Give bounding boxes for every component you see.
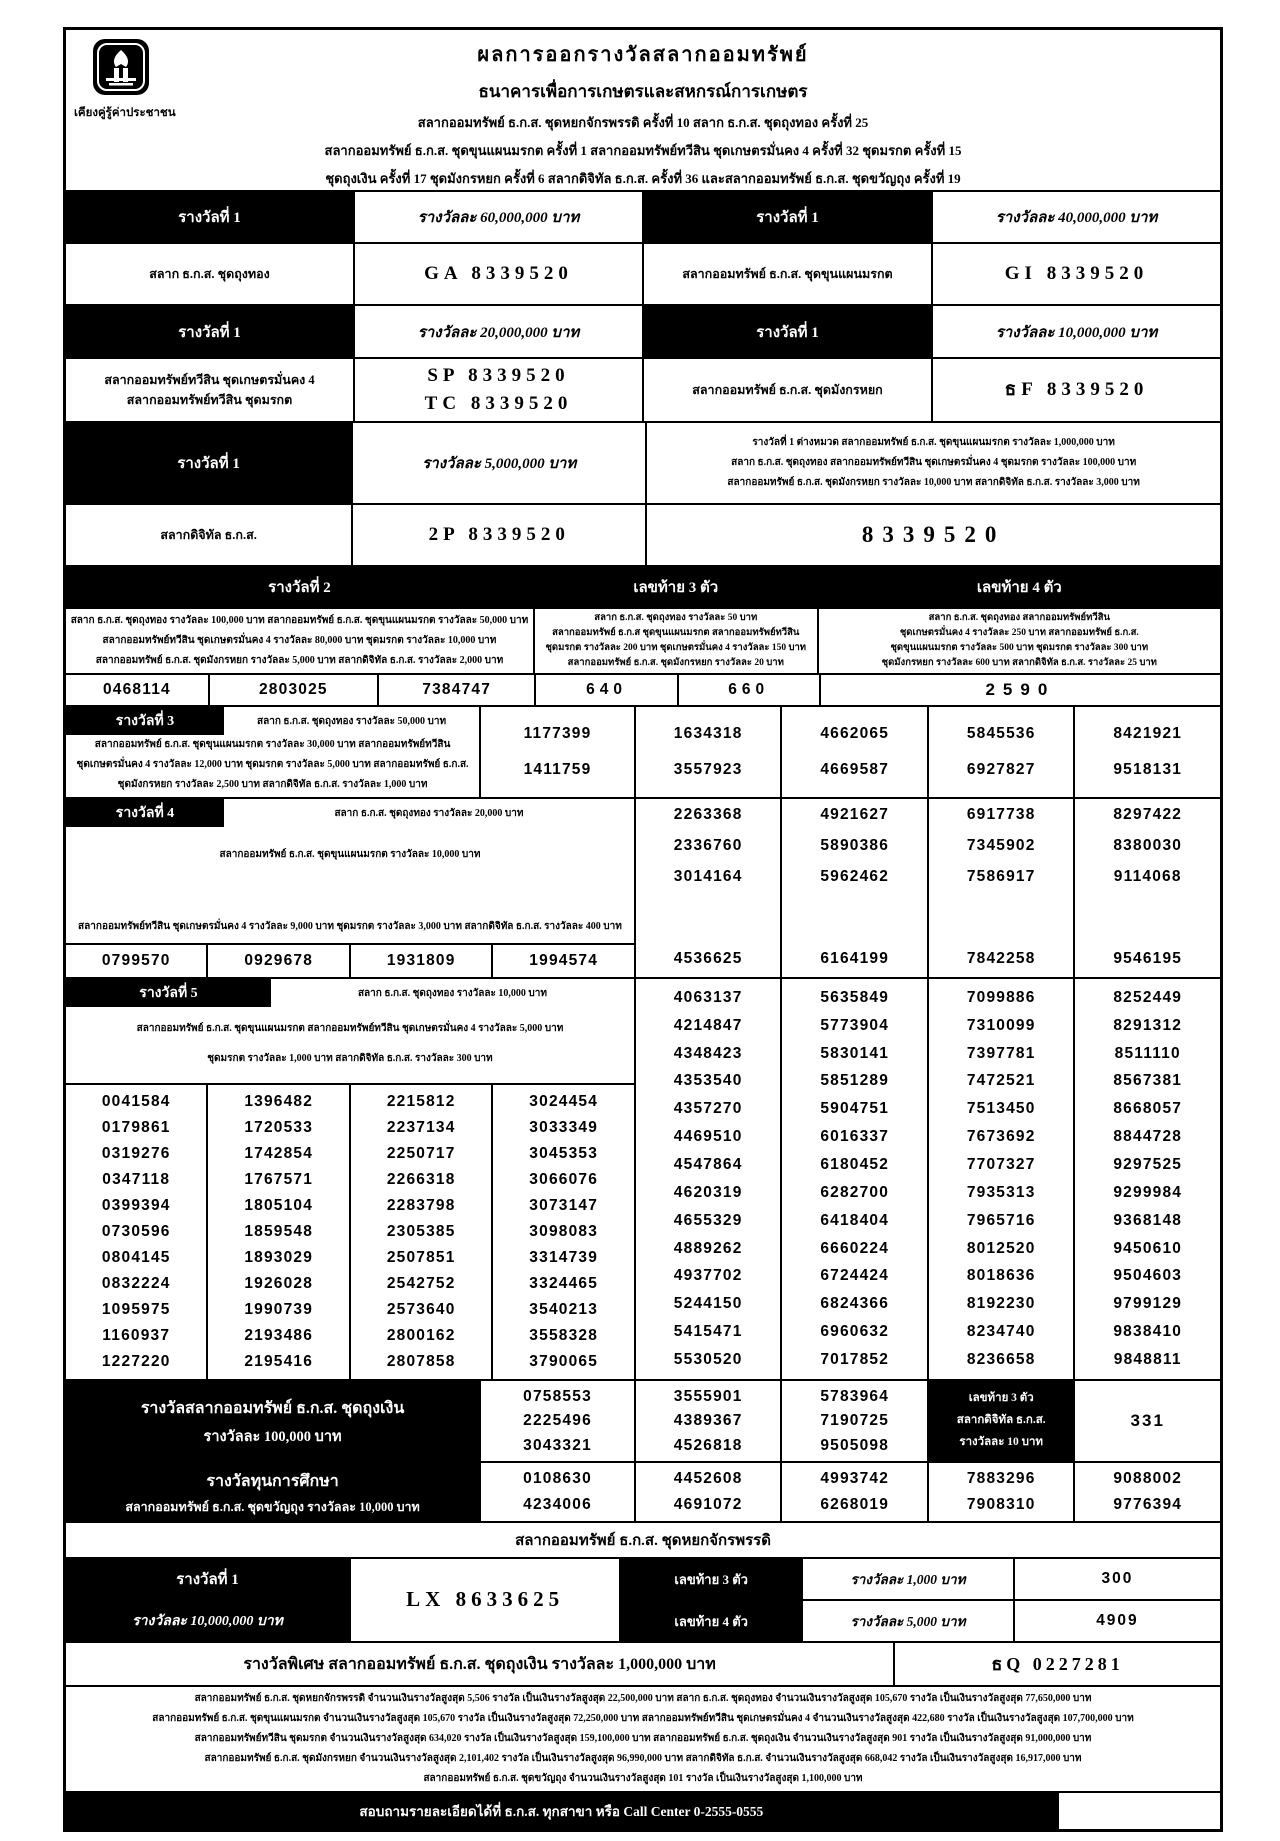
education-title: รางวัลทุนการศึกษา <box>206 1472 339 1490</box>
number-cell: 7673692 <box>966 1128 1036 1146</box>
number-cell: 1990739 <box>244 1301 314 1318</box>
number-cell: 9838410 <box>1113 1323 1183 1341</box>
number-cell: 5851289 <box>820 1072 890 1090</box>
prize5-col <box>66 1085 206 1379</box>
number-cell: 2225496 <box>523 1412 592 1429</box>
prize4-description: รางวัลที่ 4 สลาก ธ.ก.ส. ชุดถุงทอง รางวัลละ 20,000 บาท สลากออมทรัพย์ ธ.ก.ส. ชุดขุนแผนมรกต รางวัลละ 10,000 บาท สลากออมทรัพย์ทวีสิน ชุดเกษตรมั่นคง 4 รางวัลละ 9,000 บาท ชุดมรกต รางวัลละ 3,000 บาท สลากดิจิทัล ธ.ก.ส. รางวัลละ 400 บาท <box>66 799 634 943</box>
jade-last4-amount: รางวัลละ 5,000 บาท <box>803 1601 1013 1641</box>
baac-logo-icon <box>92 38 150 101</box>
number-cell: 5635849 <box>820 988 890 1006</box>
lottery-series-name: สลากออมทรัพย์ ธ.ก.ส. ชุดขุนแผนมรกต <box>644 244 931 304</box>
number-cell: 1893029 <box>244 1249 314 1266</box>
last4-description <box>819 609 1220 673</box>
number-cell: 6927827 <box>966 761 1036 778</box>
jade-prize-table <box>66 1559 1220 1641</box>
digital-last3-result: 331 <box>1075 1381 1220 1461</box>
number-cell: 1095975 <box>101 1301 171 1318</box>
number-cell: 1227220 <box>101 1353 171 1370</box>
prize5-description: รางวัลที่ 5 สลาก ธ.ก.ส. ชุดถุงทอง รางวัลละ 10,000 บาท สลากออมทรัพย์ ธ.ก.ส. ชุดขุนแผนมรกต สลากออมทรัพย์ทวีสิน ชุดเกษตรมั่นคง 4 รางวัลละ 5,000 บาท ชุดมรกต รางวัลละ 1,000 บาท สลากดิจิทัล ธ.ก.ส. รางวัลละ 300 บาท <box>66 979 634 1083</box>
jade-last3-amount: รางวัลละ 1,000 บาท <box>803 1559 1013 1599</box>
prize3-results-grid <box>636 707 1220 797</box>
bank-tagline: เคียงคู่รู้ค่าประชาชน <box>74 107 176 119</box>
prize3-col <box>636 707 781 797</box>
number-cell: 6418404 <box>820 1211 890 1229</box>
number-cell: 7965716 <box>966 1211 1036 1229</box>
number-cell: 6660224 <box>820 1239 890 1257</box>
winning-number: 2P 8339520 <box>353 505 645 565</box>
note-line: สลากออมทรัพย์ ธ.ก.ส. ชุดหยกจักรพรรดิ จำนวนเงินรางวัลสูงสุด 5,506 รางวัล เป็นเงินรางวัลสูงสุด 22,500,000 บาท สลาก ธ.ก.ส. ชุดถุงทอง จำนวนเงินรางวัลสูงสุด 105,670 รางวัล เป็นเงินรางวัลสูงสุด 77,650,000 บาท <box>194 1693 1092 1704</box>
special-prize-row <box>66 1643 1220 1685</box>
number-cell: 3314739 <box>529 1249 599 1266</box>
number-cell: 3555901 <box>673 1387 743 1405</box>
winning-number-large: 8339520 <box>647 505 1220 565</box>
prize4-col <box>1075 799 1220 977</box>
number-cell: 4547864 <box>673 1156 743 1174</box>
prize5-col <box>1075 979 1220 1379</box>
number-cell: 2800162 <box>386 1327 456 1344</box>
prize5-col <box>929 979 1074 1379</box>
number-cell: 2250717 <box>386 1145 456 1162</box>
prize3-head-text: สลาก ธ.ก.ส. ชุดถุงทอง รางวัลละ 50,000 บาท <box>257 715 447 727</box>
prize3-block <box>66 707 634 797</box>
number-cell: 0804145 <box>101 1249 171 1266</box>
number-cell: 8844728 <box>1113 1128 1183 1146</box>
number-cell: 5530520 <box>673 1351 743 1369</box>
number-cell: 7883296 <box>966 1470 1036 1488</box>
number-cell: 1720533 <box>244 1119 314 1136</box>
number-cell: 8380030 <box>1113 837 1183 854</box>
prize2-header: รางวัลที่ 2 <box>66 567 533 607</box>
number-cell: 8291312 <box>1113 1016 1183 1034</box>
prize3-col <box>782 707 927 797</box>
education-col <box>636 1463 781 1521</box>
note-line: สลากออมทรัพย์ ธ.ก.ส. ชุดขวัญถุง จำนวนเงินรางวัลสูงสุด 101 รางวัล เป็นเงินรางวัลสูงสุด 1,100,000 บาท <box>423 1773 863 1784</box>
prize1-amount: รางวัลละ 20,000,000 บาท <box>355 306 642 357</box>
number-cell: 7472521 <box>966 1072 1036 1090</box>
digital-last3-block: เลขท้าย 3 ตัว สลากดิจิทัล ธ.ก.ส. รางวัลละ 10 บาท <box>929 1381 1074 1461</box>
prize5-col <box>493 1085 633 1379</box>
prize3-description: รางวัลที่ 3 สลาก ธ.ก.ส. ชุดถุงทอง รางวัลละ 50,000 บาท สลากออมทรัพย์ ธ.ก.ส. ชุดขุนแผนมรกต รางวัลละ 30,000 บาท สลากออมทรัพย์ทวีสิน ชุดเกษตรมั่นคง 4 รางวัลละ 12,000 บาท ชุดมรกต รางวัลละ 5,000 บาท สลากออมทรัพย์ ธ.ก.ส. ชุดมังกรหยก รางวัลละ 2,500 บาท สลากดิจิทัล ธ.ก.ส. รางวัลละ 1,000 บาท <box>66 707 479 797</box>
prize4-results-row <box>66 945 634 977</box>
note-line: สลากออมทรัพย์ ธ.ก.ส. ชุดขุนแผนมรกต จำนวนเงินรางวัลสูงสุด 105,670 รางวัล เป็นเงินรางวัลสูงสุด 72,250,000 บาท สลากออมทรัพย์ทวีสิน ชุดเกษตรมั่นคง 4 จำนวนเงินรางวัลสูงสุด 422,680 รางวัล เป็นเงินรางวัลสูงสุด 107,700,000 บาท <box>152 1713 1134 1724</box>
description-line: สลากออมทรัพย์ ธ.ก.ส. ชุดมังกรหยก รางวัลละ 20 บาท <box>567 658 784 668</box>
number-cell: 7586917 <box>966 868 1036 885</box>
number-cell: 2542752 <box>386 1275 456 1292</box>
section2-results <box>66 675 1220 705</box>
number-cell: 3558328 <box>529 1327 599 1344</box>
number-cell: 7099886 <box>966 988 1036 1006</box>
education-col <box>782 1463 927 1521</box>
number-cell: 4357270 <box>673 1100 743 1118</box>
number-cell: 4937702 <box>673 1267 743 1285</box>
number-cell: 4655329 <box>673 1211 743 1229</box>
jade-prize1-label: รางวัลที่ 1 <box>66 1559 349 1599</box>
prize1-label: รางวัลที่ 1 <box>66 306 353 357</box>
number-cell: 4921627 <box>820 806 890 823</box>
number-cell: 4469510 <box>673 1128 743 1146</box>
number-cell: 3033349 <box>529 1119 599 1136</box>
number-cell: 9088002 <box>1113 1470 1183 1488</box>
number-cell: 4526818 <box>673 1436 743 1454</box>
prize1-label: รางวัลที่ 1 <box>644 192 931 242</box>
prize5-right-grid <box>636 979 1220 1379</box>
prize5-left-grid <box>66 1085 634 1379</box>
number-cell: 3098083 <box>529 1223 599 1240</box>
number-cell: 4063137 <box>673 988 743 1006</box>
number-cell: 8234740 <box>966 1323 1036 1341</box>
number-cell: 5415471 <box>673 1323 743 1341</box>
document-header <box>66 30 1220 190</box>
section2-headers <box>66 567 1220 607</box>
number-cell: 3540213 <box>529 1301 599 1318</box>
number-cell: 9297525 <box>1113 1156 1183 1174</box>
number-cell: 1805104 <box>244 1197 314 1214</box>
prize5-region <box>66 979 1220 1521</box>
description-line: สลากออมทรัพย์ทวีสิน ชุดเกษตรมั่นคง 4 รางวัลละ 80,000 บาท ชุดมรกต รางวัลละ 10,000 บาท <box>102 635 497 646</box>
series-line-2: สลากออมทรัพย์ ธ.ก.ส. ชุดขุนแผนมรกต ครั้งที่ 1 สลากออมทรัพย์ทวีสิน ชุดเกษตรมั่นคง 4 ครั้งที่ 32 ชุดมรกต ครั้งที่ 15 <box>324 143 962 158</box>
prize5-col <box>208 1085 348 1379</box>
description-line: ชุดมังกรหยก รางวัลละ 600 บาท สลากดิจิทัล ธ.ก.ส. รางวัลละ 25 บาท <box>881 658 1157 668</box>
section2-descriptions <box>66 609 1220 673</box>
number-cell: 4889262 <box>673 1239 743 1257</box>
description-line: ชุดเกษตรมั่นคง 4 รางวัลละ 250 บาท สลากออมทรัพย์ ธ.ก.ส. <box>899 628 1139 638</box>
series-line-3: ชุดถุงเงิน ครั้งที่ 17 ชุดมังกรหยก ครั้งที่ 6 สลากดิจิทัล ธ.ก.ส. ครั้งที่ 36 และสลากออมทรัพย์ ธ.ก.ส. ชุดขวัญถุง ครั้งที่ 19 <box>325 171 961 186</box>
number-cell: 6180452 <box>820 1156 890 1174</box>
number-cell: 4452608 <box>673 1470 743 1488</box>
prize5-col <box>351 1085 491 1379</box>
note-line: สลากออมทรัพย์ทวีสิน ชุดมรกต จำนวนเงินรางวัลสูงสุด 634,020 รางวัล เป็นเงินรางวัลสูงสุด 159,100,000 บาท สลากออมทรัพย์ ธ.ก.ส. ชุดถุงเงิน จำนวนเงินรางวัลสูงสุด 901 รางวัล เป็นเงินรางวัลสูงสุด 91,000,000 บาท <box>194 1733 1092 1744</box>
number-cell: 5890386 <box>820 837 890 854</box>
prize4-head-text: สลาก ธ.ก.ส. ชุดถุงทอง รางวัลละ 20,000 บาท <box>334 807 524 819</box>
number-cell: 6824366 <box>820 1295 890 1313</box>
number-cell: 0758553 <box>523 1387 592 1405</box>
last3-description <box>535 609 817 673</box>
number-cell: 9504603 <box>1113 1267 1183 1285</box>
prize3-results-col <box>481 707 634 797</box>
prize2-result: 2803025 <box>210 675 377 705</box>
number-cell: 5244150 <box>673 1295 743 1313</box>
winning-number: GA 8339520 <box>355 244 642 304</box>
contact-info: สอบถามรายละเอียดได้ที่ ธ.ก.ส. ทุกสาขา หรือ Call Center 0-2555-0555 <box>66 1793 1057 1829</box>
prize2-description <box>66 609 533 673</box>
number-cell: 5962462 <box>820 868 890 885</box>
number-cell: 1177399 <box>523 725 592 742</box>
number-cell: 4353540 <box>673 1072 743 1090</box>
prize5-head-text: สลาก ธ.ก.ส. ชุดถุงทอง รางวัลละ 10,000 บาท <box>357 987 547 999</box>
description-line: สลากออมทรัพย์ ธ.ก.ส ชุดขุนแผนมรกต สลากออมทรัพย์ทวีสิน <box>552 628 800 638</box>
page-title: ผลการออกรางวัลสลากออมทรัพย์ <box>477 44 809 66</box>
number-cell: 5845536 <box>966 725 1036 742</box>
number-cell: 4214847 <box>673 1016 743 1034</box>
number-cell: 9450610 <box>1113 1239 1183 1257</box>
number-cell: 2263368 <box>673 806 743 823</box>
number-cell: 9114068 <box>1113 868 1182 885</box>
jade-section-title: สลากออมทรัพย์ ธ.ก.ส. ชุดหยกจักรพรรดิ <box>66 1523 1220 1557</box>
silver-col <box>636 1381 781 1461</box>
number-cell: 8252449 <box>1113 988 1183 1006</box>
number-cell: 7190725 <box>820 1412 890 1429</box>
description-line: สลาก ธ.ก.ส. ชุดถุงทอง สลากออมทรัพย์ทวีสิน <box>928 613 1111 623</box>
prize3-col <box>1075 707 1220 797</box>
number-cell: 1160937 <box>102 1327 171 1344</box>
prize4-col <box>782 799 927 977</box>
jade-prize1-amount: รางวัลละ 10,000,000 บาท <box>66 1601 349 1641</box>
number-cell: 8297422 <box>1113 806 1183 823</box>
lottery-series-name: สลากออมทรัพย์ ธ.ก.ส. ชุดมังกรหยก <box>644 359 931 421</box>
winning-numbers: SP 8339520 TC 8339520 <box>355 359 642 421</box>
silver-bag-title-block <box>66 1381 479 1461</box>
prize4-results-grid <box>636 799 1220 977</box>
number-cell: 3066076 <box>529 1171 599 1188</box>
silver-results-col <box>481 1381 634 1461</box>
prize1-header-row-a <box>66 192 1220 242</box>
number-cell: 4993742 <box>820 1470 890 1488</box>
number-cell: 4234006 <box>523 1495 592 1513</box>
number-cell: 2266318 <box>386 1171 456 1188</box>
number-cell: 1859548 <box>244 1223 314 1240</box>
number-cell: 7017852 <box>820 1351 890 1369</box>
number-cell: 3557923 <box>673 761 743 778</box>
number-cell: 4348423 <box>673 1044 743 1062</box>
jade-winning-number: LX 8633625 <box>351 1559 619 1641</box>
number-cell: 2507851 <box>386 1249 456 1266</box>
number-cell: 5904751 <box>820 1100 890 1118</box>
number-cell: 6282700 <box>820 1183 890 1201</box>
number-cell: 2237134 <box>386 1119 456 1136</box>
education-col <box>929 1463 1074 1521</box>
education-results-col <box>481 1463 634 1521</box>
number-cell: 8668057 <box>1113 1100 1183 1118</box>
number-cell: 0319276 <box>101 1145 171 1162</box>
number-cell: 2283798 <box>386 1197 456 1214</box>
number-cell: 1994574 <box>493 945 633 977</box>
number-cell: 9848811 <box>1113 1351 1182 1369</box>
number-cell: 8018636 <box>966 1267 1036 1285</box>
description-line: สลาก ธ.ก.ส. ชุดถุงทอง รางวัลละ 50 บาท <box>594 613 758 623</box>
number-cell: 3024454 <box>529 1093 599 1110</box>
lottery-series-name: สลากดิจิทัล ธ.ก.ส. <box>66 505 351 565</box>
prize5-label: รางวัลที่ 5 <box>66 979 271 1007</box>
digital-lottery-row <box>66 505 1220 565</box>
jade-last3-label: เลขท้าย 3 ตัว <box>621 1559 801 1599</box>
number-cell: 7513450 <box>966 1100 1036 1118</box>
silver-col <box>782 1381 927 1461</box>
number-cell: 0799570 <box>66 945 206 977</box>
number-cell: 9518131 <box>1113 761 1183 778</box>
number-cell: 9299984 <box>1113 1183 1183 1201</box>
number-cell: 1931809 <box>351 945 491 977</box>
number-cell: 1926028 <box>244 1275 314 1292</box>
number-cell: 0399394 <box>101 1197 171 1214</box>
series-line-1: สลากออมทรัพย์ ธ.ก.ส. ชุดหยกจักรพรรดิ ครั้งที่ 10 สลาก ธ.ก.ส. ชุดถุงทอง ครั้งที่ 25 <box>417 115 869 130</box>
number-cell: 2215812 <box>386 1093 456 1110</box>
number-cell: 2195416 <box>244 1353 314 1370</box>
prize1-amount: รางวัลละ 5,000,000 บาท <box>353 423 645 503</box>
number-cell: 3045353 <box>529 1145 599 1162</box>
number-cell: 8421921 <box>1113 725 1183 742</box>
special-prize-number: ธQ 0227281 <box>895 1643 1220 1685</box>
number-cell: 7310099 <box>966 1016 1036 1034</box>
jade-last4-label: เลขท้าย 4 ตัว <box>621 1601 801 1641</box>
prize1-amount: รางวัลละ 10,000,000 บาท <box>933 306 1220 357</box>
prize3-col <box>929 707 1074 797</box>
number-cell: 5830141 <box>820 1044 890 1062</box>
number-cell: 9505098 <box>820 1436 890 1454</box>
jade-last4-result: 4909 <box>1015 1601 1220 1641</box>
number-cell: 8567381 <box>1113 1072 1183 1090</box>
number-cell: 3014164 <box>673 868 743 885</box>
silver-bag-amount: รางวัลละ 100,000 บาท <box>203 1428 342 1445</box>
number-cell: 0730596 <box>101 1223 171 1240</box>
cross-series-prize-notes: รางวัลที่ 1 ต่างหมวด สลากออมทรัพย์ ธ.ก.ส. ชุดขุนแผนมรกต รางวัลละ 1,000,000 บาท สลาก ธ.ก.ส. ชุดถุงทอง สลากออมทรัพย์ทวีสิน ชุดเกษตรมั่นคง 4 ชุดมรกต รางวัลละ 100,000 บาท สลากออมทรัพย์ ธ.ก.ส. ชุดมังกรหยก รางวัลละ 10,000 บาท สลากดิจิทัล ธ.ก.ส. รางวัลละ 3,000 บาท <box>647 423 1220 503</box>
prize1-amount: รางวัลละ 60,000,000 บาท <box>355 192 642 242</box>
prize4-col <box>636 799 781 977</box>
number-cell: 8511110 <box>1114 1044 1181 1062</box>
blank-box <box>1059 1793 1220 1829</box>
number-cell: 4662065 <box>820 725 890 742</box>
number-cell: 0108630 <box>523 1470 592 1488</box>
lottery-results-sheet <box>63 27 1223 1832</box>
number-cell: 0347118 <box>102 1171 171 1188</box>
number-cell: 6016337 <box>820 1128 890 1146</box>
number-cell: 1634318 <box>673 725 743 742</box>
description-line: ชุดมรกต รางวัลละ 200 บาท ชุดเกษตรมั่นคง 4 รางวัลละ 150 บาท <box>545 643 807 653</box>
number-cell: 9776394 <box>1113 1495 1183 1513</box>
silver-bag-block <box>66 1381 634 1461</box>
number-cell: 7345902 <box>966 837 1036 854</box>
number-cell: 7842258 <box>966 950 1036 967</box>
footer-bar <box>66 1793 1220 1829</box>
number-cell: 4620319 <box>673 1183 743 1201</box>
number-cell: 0929678 <box>208 945 348 977</box>
prize1-amount: รางวัลละ 40,000,000 บาท <box>933 192 1220 242</box>
number-cell: 7397781 <box>966 1044 1036 1062</box>
number-cell: 7935313 <box>966 1183 1036 1201</box>
education-block <box>66 1463 634 1521</box>
number-cell: 3043321 <box>523 1436 592 1454</box>
number-cell: 3324465 <box>529 1275 599 1292</box>
bank-name: ธนาคารเพื่อการเกษตรและสหกรณ์การเกษตร <box>478 82 808 101</box>
last3-result: 660 <box>679 675 819 705</box>
number-cell: 2305385 <box>386 1223 456 1240</box>
last4-result: 2590 <box>821 675 1220 705</box>
number-cell: 1396482 <box>244 1093 314 1110</box>
number-cell: 2573640 <box>386 1301 456 1318</box>
number-cell: 0041584 <box>101 1093 171 1110</box>
education-col <box>1075 1463 1220 1521</box>
number-cell: 7908310 <box>966 1495 1036 1513</box>
prize3-label: รางวัลที่ 3 <box>66 707 224 735</box>
prize-fund-notes <box>66 1687 1220 1791</box>
number-cell: 1411759 <box>523 761 592 778</box>
number-cell: 6724424 <box>820 1267 890 1285</box>
number-cell: 4389367 <box>673 1412 743 1429</box>
prize5-col <box>782 979 927 1379</box>
prize1-header-row-b <box>66 306 1220 357</box>
number-cell: 8236658 <box>966 1351 1036 1369</box>
number-cell: 3790065 <box>529 1353 599 1370</box>
education-right-grid <box>636 1463 1220 1521</box>
prize2-result: 7384747 <box>379 675 535 705</box>
number-cell: 9799129 <box>1113 1295 1183 1313</box>
number-cell: 9546195 <box>1113 950 1183 967</box>
number-cell: 6917738 <box>966 806 1036 823</box>
prize4-label: รางวัลที่ 4 <box>66 799 224 827</box>
number-cell: 4536625 <box>673 950 743 967</box>
number-cell: 2807858 <box>386 1353 456 1370</box>
prize1-result-row-b <box>66 359 1220 421</box>
lottery-series-name: สลาก ธ.ก.ส. ชุดถุงทอง <box>66 244 353 304</box>
description-line: ชุดขุนแผนมรกต รางวัลละ 500 บาท ชุดมรกต รางวัลละ 300 บาท <box>890 643 1149 653</box>
number-cell: 5773904 <box>820 1016 890 1034</box>
prize1-label: รางวัลที่ 1 <box>66 423 351 503</box>
education-title-block <box>66 1463 479 1521</box>
number-cell: 6268019 <box>820 1495 890 1513</box>
silver-bag-title: รางวัลสลากออมทรัพย์ ธ.ก.ส. ชุดถุงเงิน <box>140 1400 405 1418</box>
special-prize-text: รางวัลพิเศษ สลากออมทรัพย์ ธ.ก.ส. ชุดถุงเงิน รางวัลละ 1,000,000 บาท <box>66 1643 893 1685</box>
number-cell: 2193486 <box>244 1327 314 1344</box>
prize1-label: รางวัลที่ 1 <box>644 306 931 357</box>
number-cell: 5783964 <box>820 1387 890 1405</box>
number-cell: 0179861 <box>101 1119 171 1136</box>
note-line: สลากออมทรัพย์ ธ.ก.ส. ชุดมังกรหยก จำนวนเงินรางวัลสูงสุด 2,101,402 รางวัล เป็นเงินรางวัลสูงสุด 96,990,000 บาท สลากดิจิทัล ธ.ก.ส. จำนวนเงินรางวัลสูงสุด 668,042 รางวัล เป็นเงินรางวัลสูงสุด 16,917,000 บาท <box>204 1753 1082 1764</box>
jade-last3-result: 300 <box>1015 1559 1220 1599</box>
number-cell: 0832224 <box>101 1275 171 1292</box>
description-line: สลากออมทรัพย์ ธ.ก.ส. ชุดมังกรหยก รางวัลละ 5,000 บาท สลากดิจิทัล ธ.ก.ส. รางวัลละ 2,000 บาท <box>95 655 504 666</box>
winning-number: ธF 8339520 <box>933 359 1220 421</box>
winning-number: GI 8339520 <box>933 244 1220 304</box>
prize1-label: รางวัลที่ 1 <box>66 192 353 242</box>
number-cell: 7707327 <box>966 1156 1036 1174</box>
prize3-4-region <box>66 707 1220 977</box>
last4-header: เลขท้าย 4 ตัว <box>819 567 1220 607</box>
number-cell: 8012520 <box>966 1239 1036 1257</box>
lottery-series-names: สลากออมทรัพย์ทวีสิน ชุดเกษตรมั่นคง 4 สลากออมทรัพย์ทวีสิน ชุดมรกต <box>66 359 353 421</box>
prize2-result: 0468114 <box>66 675 208 705</box>
description-line: สลาก ธ.ก.ส. ชุดถุงทอง รางวัลละ 100,000 บาท สลากออมทรัพย์ ธ.ก.ส. ชุดขุนแผนมรกต รางวัลละ 50,000 บาท <box>70 615 529 626</box>
last3-result: 640 <box>536 675 676 705</box>
prize5-col <box>636 979 781 1379</box>
education-subtitle: สลากออมทรัพย์ ธ.ก.ส. ชุดขวัญถุง รางวัลละ 10,000 บาท <box>125 1500 420 1515</box>
last3-header: เลขท้าย 3 ตัว <box>535 567 817 607</box>
prize4-col <box>929 799 1074 977</box>
prize1-result-row-a <box>66 244 1220 304</box>
number-cell: 6164199 <box>820 950 890 967</box>
silver-right-grid <box>636 1381 1220 1461</box>
number-cell: 1767571 <box>244 1171 314 1188</box>
number-cell: 4691072 <box>673 1495 743 1513</box>
number-cell: 2336760 <box>673 837 743 854</box>
number-cell: 3073147 <box>529 1197 599 1214</box>
prize1-5m-row <box>66 423 1220 503</box>
number-cell: 9368148 <box>1113 1211 1183 1229</box>
number-cell: 1742854 <box>244 1145 314 1162</box>
number-cell: 4669587 <box>820 761 890 778</box>
number-cell: 6960632 <box>820 1323 890 1341</box>
number-cell: 8192230 <box>966 1295 1036 1313</box>
